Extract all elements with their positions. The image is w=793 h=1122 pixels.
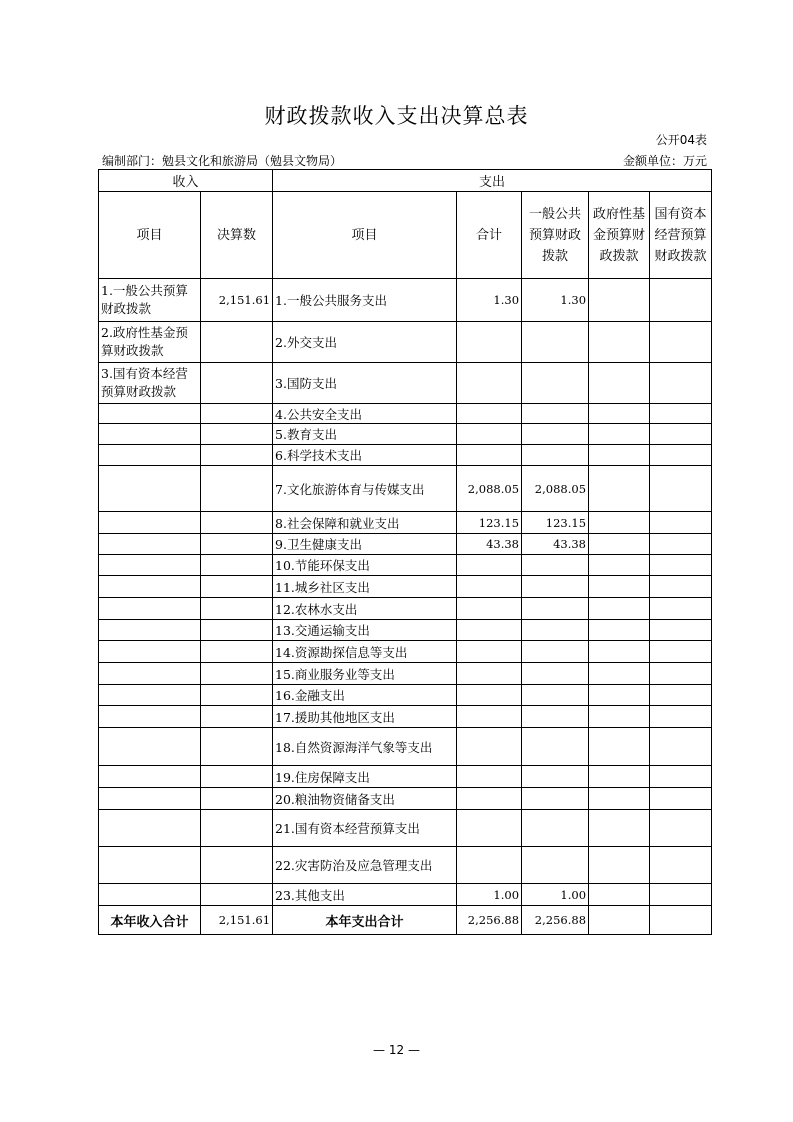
table-row bbox=[99, 685, 712, 706]
income-item-cell bbox=[99, 424, 201, 445]
table-row bbox=[99, 466, 712, 512]
fund-budget-cell bbox=[589, 445, 650, 466]
general-budget-cell bbox=[522, 788, 589, 810]
income-amount-cell: 2,151.61 bbox=[201, 279, 273, 322]
col-income-item: 项目 bbox=[99, 192, 201, 279]
income-amount-cell bbox=[201, 728, 273, 766]
general-budget-cell bbox=[522, 445, 589, 466]
table-row bbox=[99, 847, 712, 884]
total-cell bbox=[457, 363, 522, 404]
expense-item-cell: 15.商业服务业等支出 bbox=[273, 663, 457, 685]
income-amount-cell bbox=[201, 363, 273, 404]
total-cell bbox=[457, 576, 522, 598]
income-item-cell bbox=[99, 847, 201, 884]
fund-budget-cell bbox=[589, 555, 650, 576]
expense-item-cell: 10.节能环保支出 bbox=[273, 555, 457, 576]
state-capital-cell bbox=[650, 363, 712, 404]
state-capital-cell bbox=[650, 766, 712, 788]
general-budget-cell: 123.15 bbox=[522, 512, 589, 534]
income-item-cell bbox=[99, 728, 201, 766]
total-cell: 43.38 bbox=[457, 534, 522, 555]
expense-item-cell: 17.援助其他地区支出 bbox=[273, 706, 457, 728]
expense-header: 支出 bbox=[273, 170, 712, 192]
expense-item-cell: 12.农林水支出 bbox=[273, 598, 457, 620]
income-amount-cell bbox=[201, 706, 273, 728]
general-budget-cell bbox=[522, 706, 589, 728]
expense-total-label: 本年支出合计 bbox=[273, 906, 457, 935]
income-amount-cell bbox=[201, 598, 273, 620]
table-row bbox=[99, 598, 712, 620]
fund-budget-cell bbox=[589, 847, 650, 884]
page-title: 财政拨款收入支出决算总表 bbox=[264, 104, 529, 128]
table-row bbox=[99, 766, 712, 788]
fund-budget-cell bbox=[589, 404, 650, 424]
expense-item-cell: 16.金融支出 bbox=[273, 685, 457, 706]
income-amount-cell bbox=[201, 555, 273, 576]
general-budget-cell: 2,088.05 bbox=[522, 466, 589, 512]
fund-budget-cell bbox=[589, 728, 650, 766]
income-item-cell bbox=[99, 663, 201, 685]
table-row bbox=[99, 404, 712, 424]
state-capital-cell bbox=[650, 512, 712, 534]
general-budget-cell bbox=[522, 576, 589, 598]
total-cell bbox=[457, 620, 522, 641]
table-row bbox=[99, 279, 712, 322]
table-row bbox=[99, 512, 712, 534]
totals-row bbox=[99, 906, 712, 935]
fund-budget-cell bbox=[589, 685, 650, 706]
general-budget-cell bbox=[522, 404, 589, 424]
page-number: — 12 — bbox=[373, 1043, 420, 1057]
income-amount-cell bbox=[201, 847, 273, 884]
fund-budget-cell bbox=[589, 884, 650, 906]
expense-item-cell: 8.社会保障和就业支出 bbox=[273, 512, 457, 534]
total-cell: 1.00 bbox=[457, 884, 522, 906]
expense-item-cell: 19.住房保障支出 bbox=[273, 766, 457, 788]
income-amount-cell bbox=[201, 424, 273, 445]
state-capital-cell bbox=[650, 706, 712, 728]
income-amount-cell bbox=[201, 445, 273, 466]
income-item-cell bbox=[99, 884, 201, 906]
expense-item-cell: 18.自然资源海洋气象等支出 bbox=[273, 728, 457, 766]
general-budget-cell bbox=[522, 728, 589, 766]
table-row bbox=[99, 663, 712, 685]
expense-item-cell: 20.粮油物资储备支出 bbox=[273, 788, 457, 810]
income-amount-cell bbox=[201, 641, 273, 663]
fund-budget-cell bbox=[589, 363, 650, 404]
fund-budget-cell bbox=[589, 706, 650, 728]
income-header: 收入 bbox=[99, 170, 273, 192]
income-item-cell bbox=[99, 766, 201, 788]
table-row bbox=[99, 884, 712, 906]
expense-item-cell: 1.一般公共服务支出 bbox=[273, 279, 457, 322]
general-budget-cell: 1.00 bbox=[522, 884, 589, 906]
table-row bbox=[99, 534, 712, 555]
income-amount-cell bbox=[201, 466, 273, 512]
state-capital-cell bbox=[650, 788, 712, 810]
general-budget-cell bbox=[522, 620, 589, 641]
budget-table bbox=[98, 169, 712, 935]
expense-item-cell: 14.资源勘探信息等支出 bbox=[273, 641, 457, 663]
table-row bbox=[99, 810, 712, 847]
fund-budget-cell bbox=[589, 663, 650, 685]
income-amount-cell bbox=[201, 663, 273, 685]
state-capital-cell bbox=[650, 884, 712, 906]
income-item-cell bbox=[99, 534, 201, 555]
income-amount-cell bbox=[201, 534, 273, 555]
table-row bbox=[99, 445, 712, 466]
state-capital-cell bbox=[650, 685, 712, 706]
state-capital-cell bbox=[650, 810, 712, 847]
general-budget-cell bbox=[522, 847, 589, 884]
income-item-cell bbox=[99, 810, 201, 847]
income-item-cell: 1.一般公共预算财政拨款 bbox=[99, 279, 201, 322]
total-cell bbox=[457, 555, 522, 576]
fund-budget-cell bbox=[589, 576, 650, 598]
general-budget-cell bbox=[522, 598, 589, 620]
general-budget-cell bbox=[522, 663, 589, 685]
income-item-cell bbox=[99, 620, 201, 641]
income-item-cell bbox=[99, 555, 201, 576]
general-budget-cell bbox=[522, 810, 589, 847]
col-total: 合计 bbox=[457, 192, 522, 279]
income-item-cell bbox=[99, 466, 201, 512]
general-budget-cell bbox=[522, 424, 589, 445]
col-fund-budget: 政府性基金预算财政拨款 bbox=[589, 192, 650, 279]
income-item-cell bbox=[99, 706, 201, 728]
expense-total-amount: 2,256.88 bbox=[457, 906, 522, 935]
total-cell bbox=[457, 706, 522, 728]
fund-budget-total bbox=[589, 906, 650, 935]
fund-budget-cell bbox=[589, 534, 650, 555]
state-capital-cell bbox=[650, 641, 712, 663]
income-amount-cell bbox=[201, 766, 273, 788]
total-cell bbox=[457, 728, 522, 766]
total-cell bbox=[457, 424, 522, 445]
fund-budget-cell bbox=[589, 598, 650, 620]
expense-item-cell: 7.文化旅游体育与传媒支出 bbox=[273, 466, 457, 512]
state-capital-cell bbox=[650, 620, 712, 641]
fund-budget-cell bbox=[589, 810, 650, 847]
general-budget-cell bbox=[522, 322, 589, 363]
total-cell bbox=[457, 847, 522, 884]
total-cell: 2,088.05 bbox=[457, 466, 522, 512]
state-capital-cell bbox=[650, 466, 712, 512]
total-cell: 1.30 bbox=[457, 279, 522, 322]
expense-item-cell: 2.外交支出 bbox=[273, 322, 457, 363]
total-cell bbox=[457, 810, 522, 847]
state-capital-cell bbox=[650, 534, 712, 555]
income-item-cell bbox=[99, 404, 201, 424]
fund-budget-cell bbox=[589, 466, 650, 512]
table-row bbox=[99, 641, 712, 663]
income-item-cell bbox=[99, 641, 201, 663]
total-cell bbox=[457, 663, 522, 685]
income-item-cell bbox=[99, 512, 201, 534]
total-cell bbox=[457, 788, 522, 810]
state-capital-cell bbox=[650, 404, 712, 424]
income-total-label: 本年收入合计 bbox=[99, 906, 201, 935]
table-row bbox=[99, 788, 712, 810]
state-capital-cell bbox=[650, 847, 712, 884]
general-budget-cell: 43.38 bbox=[522, 534, 589, 555]
table-row bbox=[99, 620, 712, 641]
fund-budget-cell bbox=[589, 766, 650, 788]
col-general-budget: 一般公共预算财政拨款 bbox=[522, 192, 589, 279]
income-item-cell bbox=[99, 788, 201, 810]
general-budget-cell: 1.30 bbox=[522, 279, 589, 322]
state-capital-cell bbox=[650, 728, 712, 766]
expense-item-cell: 23.其他支出 bbox=[273, 884, 457, 906]
table-row bbox=[99, 322, 712, 363]
expense-item-cell: 4.公共安全支出 bbox=[273, 404, 457, 424]
fund-budget-cell bbox=[589, 424, 650, 445]
table-row bbox=[99, 706, 712, 728]
fund-budget-cell bbox=[589, 788, 650, 810]
general-budget-cell bbox=[522, 685, 589, 706]
income-amount-cell bbox=[201, 322, 273, 363]
form-number: 公开04表 bbox=[655, 133, 707, 147]
total-cell bbox=[457, 322, 522, 363]
table-row bbox=[99, 728, 712, 766]
state-capital-cell bbox=[650, 424, 712, 445]
total-cell bbox=[457, 641, 522, 663]
income-amount-cell bbox=[201, 810, 273, 847]
income-amount-cell bbox=[201, 576, 273, 598]
income-amount-cell bbox=[201, 512, 273, 534]
total-cell bbox=[457, 445, 522, 466]
amount-unit: 金额单位：万元 bbox=[622, 154, 707, 168]
col-state-capital-budget: 国有资本经营预算财政拨款 bbox=[650, 192, 712, 279]
state-capital-cell bbox=[650, 555, 712, 576]
table-row bbox=[99, 576, 712, 598]
general-budget-cell bbox=[522, 766, 589, 788]
state-capital-cell bbox=[650, 445, 712, 466]
state-capital-cell bbox=[650, 663, 712, 685]
income-item-cell bbox=[99, 598, 201, 620]
state-capital-cell bbox=[650, 279, 712, 322]
general-budget-cell bbox=[522, 641, 589, 663]
expense-item-cell: 21.国有资本经营预算支出 bbox=[273, 810, 457, 847]
fund-budget-cell bbox=[589, 512, 650, 534]
general-budget-cell bbox=[522, 363, 589, 404]
prepared-by-dept: 编制部门：勉县文化和旅游局（勉县文物局） bbox=[102, 154, 343, 168]
expense-item-cell: 11.城乡社区支出 bbox=[273, 576, 457, 598]
general-budget-cell bbox=[522, 555, 589, 576]
income-amount-cell bbox=[201, 404, 273, 424]
fund-budget-cell bbox=[589, 279, 650, 322]
table-row bbox=[99, 555, 712, 576]
header-row-group bbox=[99, 170, 712, 192]
income-amount-cell bbox=[201, 685, 273, 706]
col-expense-item: 项目 bbox=[273, 192, 457, 279]
general-budget-total: 2,256.88 bbox=[522, 906, 589, 935]
state-capital-total bbox=[650, 906, 712, 935]
expense-item-cell: 5.教育支出 bbox=[273, 424, 457, 445]
expense-item-cell: 13.交通运输支出 bbox=[273, 620, 457, 641]
table-row bbox=[99, 424, 712, 445]
fund-budget-cell bbox=[589, 641, 650, 663]
table-row bbox=[99, 363, 712, 404]
income-amount-cell bbox=[201, 620, 273, 641]
income-total-amount: 2,151.61 bbox=[201, 906, 273, 935]
header-row-columns bbox=[99, 192, 712, 279]
expense-item-cell: 9.卫生健康支出 bbox=[273, 534, 457, 555]
total-cell: 123.15 bbox=[457, 512, 522, 534]
income-item-cell bbox=[99, 685, 201, 706]
income-amount-cell bbox=[201, 788, 273, 810]
total-cell bbox=[457, 685, 522, 706]
fund-budget-cell bbox=[589, 620, 650, 641]
income-item-cell bbox=[99, 445, 201, 466]
state-capital-cell bbox=[650, 598, 712, 620]
total-cell bbox=[457, 404, 522, 424]
state-capital-cell bbox=[650, 322, 712, 363]
income-item-cell bbox=[99, 576, 201, 598]
expense-item-cell: 6.科学技术支出 bbox=[273, 445, 457, 466]
expense-item-cell: 22.灾害防治及应急管理支出 bbox=[273, 847, 457, 884]
col-income-amount: 决算数 bbox=[201, 192, 273, 279]
income-amount-cell bbox=[201, 884, 273, 906]
state-capital-cell bbox=[650, 576, 712, 598]
total-cell bbox=[457, 598, 522, 620]
fund-budget-cell bbox=[589, 322, 650, 363]
income-item-cell: 2.政府性基金预算财政拨款 bbox=[99, 322, 201, 363]
expense-item-cell: 3.国防支出 bbox=[273, 363, 457, 404]
income-item-cell: 3.国有资本经营预算财政拨款 bbox=[99, 363, 201, 404]
total-cell bbox=[457, 766, 522, 788]
